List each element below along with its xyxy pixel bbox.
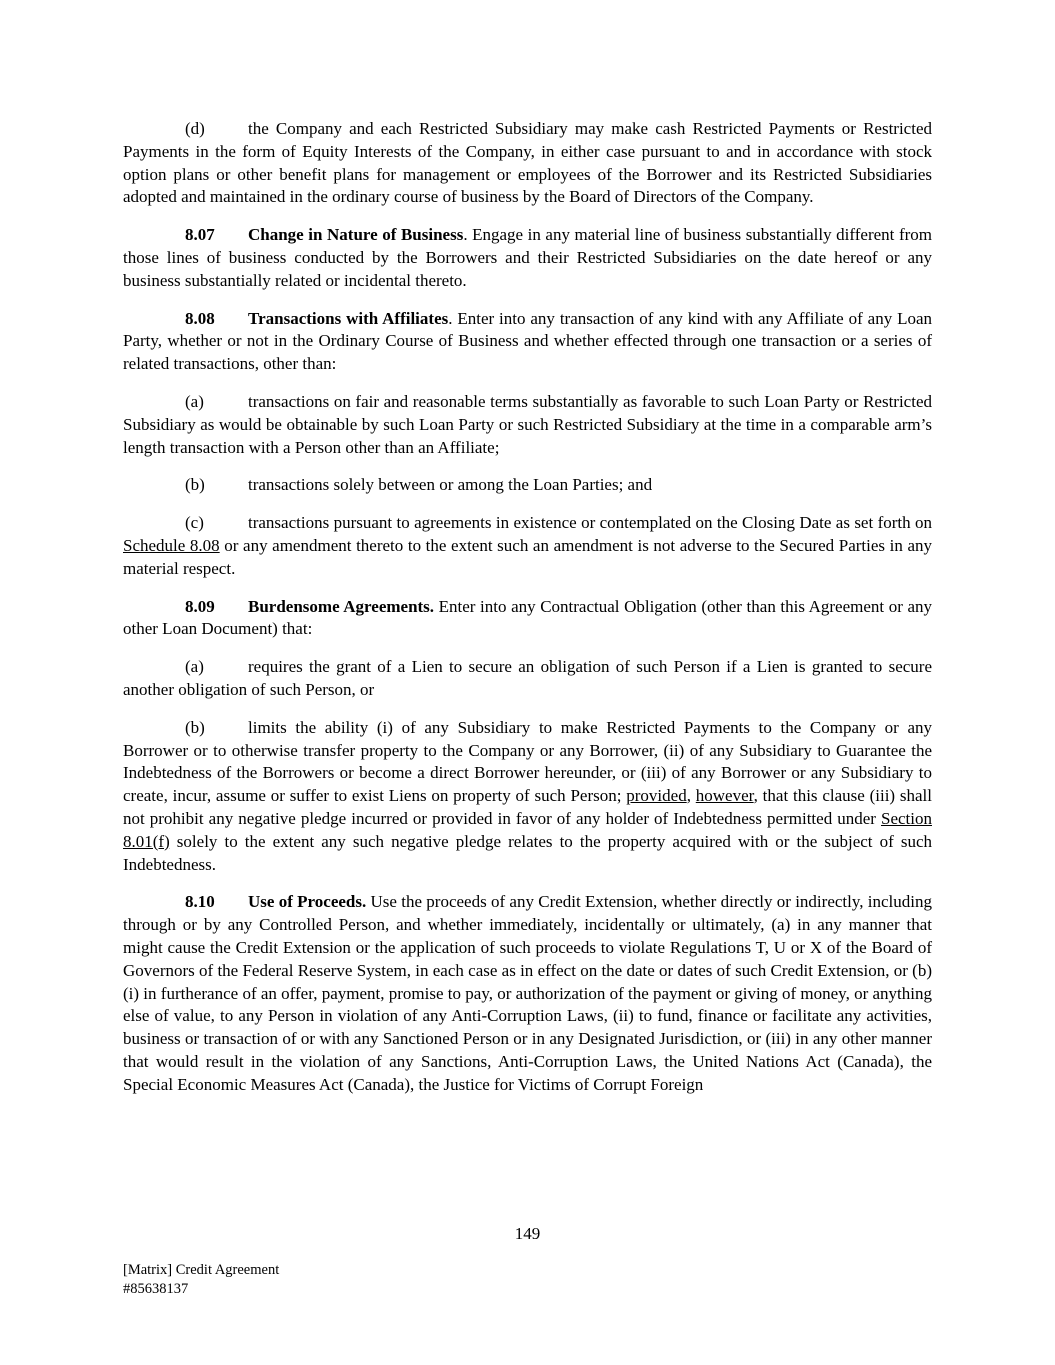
section-heading: Burdensome Agreements.	[248, 596, 435, 616]
paragraph-8-08-b	[123, 474, 932, 497]
section-number: 8.07	[185, 225, 215, 245]
section-number: 8.10	[185, 892, 215, 912]
cross-reference: however	[695, 786, 754, 806]
page-number: 149	[514, 1224, 541, 1243]
cross-reference: provided	[626, 786, 687, 806]
text-run: transactions solely between or among the Loan Parties; and	[248, 475, 653, 495]
paragraph-8-08-c	[123, 512, 932, 580]
text-run: , that this clause (iii) shall not prohibit any negative pledge incurred or provided in favor of any holder of Indebtedness permitted under	[123, 786, 932, 828]
text-run: . Engage in any material line of business substantially different from those lines of business conducted by the Borrowers and their Restricted Subsidiaries on the date hereof or any business substantially related or incidental thereto.	[123, 225, 932, 290]
paragraph-label: (b)	[185, 717, 205, 737]
text-run: Enter into any Contractual Obligation (other than this Agreement or any other Loan Document) that:	[123, 596, 932, 639]
footer-doc-title: [Matrix] Credit Agreement	[123, 1262, 280, 1278]
cross-reference: Schedule 8.08	[123, 535, 220, 555]
text-run: transactions pursuant to agreements in existence or contemplated on the Closing Date as set forth on	[248, 513, 932, 533]
text-run: requires the grant of a Lien to secure an obligation of such Person if a Lien is granted to secure another obligation of such Person, or	[123, 657, 932, 699]
footer-doc-id: #85638137	[123, 1280, 189, 1297]
paragraph-d	[123, 118, 932, 209]
document-body	[123, 118, 932, 1111]
paragraph-label: (a)	[185, 391, 204, 411]
section-8-07	[123, 224, 932, 292]
text-run: Use the proceeds of any Credit Extension, whether directly or indirectly, including through or by any Controlled Person, and whether immediately, incidentally or ultimately, (a) in any manner that might cause the Credit Extension or the application of such proceeds to violate Regulations T, U or X of the Board of Governors of the Federal Reserve System, in each case as in effect on the date or dates of such Credit Extension, or (b)(i) in furtherance of an offer, payment, promise to pay, or authorization of the payment or giving of money, or anything else of value, to any Person in violation of any Anti-Corruption Laws, (ii) to fund, finance or facilitate any activities, business or transaction of or with any Sanctioned Person or in any Designated Jurisdiction, or (iii) in any other manner that would result in the violation of any Sanctions, Anti-Corruption Laws, the United Nations Act (Canada), the Special Economic Measures Act (Canada), the Justice for Victims of Corrupt Foreign	[123, 892, 932, 1094]
section-8-08	[123, 308, 932, 376]
text-run: or any amendment thereto to the extent such an amendment is not adverse to the Secured Parties in any material respect.	[123, 535, 932, 578]
paragraph-label: (c)	[185, 513, 204, 533]
section-heading: Transactions with Affiliates	[248, 308, 449, 328]
paragraph-label: (b)	[185, 475, 205, 495]
text-run: the Company and each Restricted Subsidiary may make cash Restricted Payments or Restricted Payments in the form of Equity Interests of the Company, in either case pursuant to and in accordance with stock option plans or other benefit plans for management or employees of the Borrower and its Restricted Subsidiaries adopted and maintained in the ordinary course of business by the Board of Directors of the Company.	[123, 119, 932, 207]
section-8-09	[123, 596, 932, 642]
section-number: 8.09	[185, 596, 215, 616]
text-run: limits the ability (i) of any Subsidiary to make Restricted Payments to the Company or any Borrower or to otherwise transfer property to the Company or any Borrower, (ii) of any Subsidiary to Guarantee the Indebtedness of the Borrowers or become a direct Borrower hereunder, or (iii) of any Borrower or any Subsidiary to create, incur, assume or suffer to exist Liens on property of such Person;	[123, 717, 932, 806]
section-8-10	[123, 891, 932, 1096]
section-heading: Change in Nature of Business	[248, 225, 464, 245]
text-run: . Enter into any transaction of any kind with any Affiliate of any Loan Party, whether or not in the Ordinary Course of Business and whether effected through one transaction or a series of related transactions, other than:	[123, 308, 933, 374]
section-number: 8.08	[185, 308, 215, 328]
paragraph-8-09-a	[123, 656, 932, 702]
section-heading: Use of Proceeds.	[248, 892, 367, 912]
text-run: solely to the extent any such negative pledge relates to the property acquired with or the subject of such Indebtedness.	[123, 831, 932, 874]
text-run: ,	[686, 786, 696, 806]
paragraph-label: (d)	[185, 119, 205, 138]
text-run: transactions on fair and reasonable terms substantially as favorable to such Loan Party or Restricted Subsidiary as would be obtainable by such Loan Party or such Restricted Subsidiary at the time in a comparable arm’s length transaction with a Person other than an Affiliate;	[123, 391, 932, 457]
paragraph-label: (a)	[185, 657, 204, 677]
cross-reference: Section 8.01(f)	[123, 808, 932, 851]
paragraph-8-08-a	[123, 391, 932, 459]
paragraph-8-09-b	[123, 717, 932, 877]
document-footer	[123, 1261, 279, 1298]
